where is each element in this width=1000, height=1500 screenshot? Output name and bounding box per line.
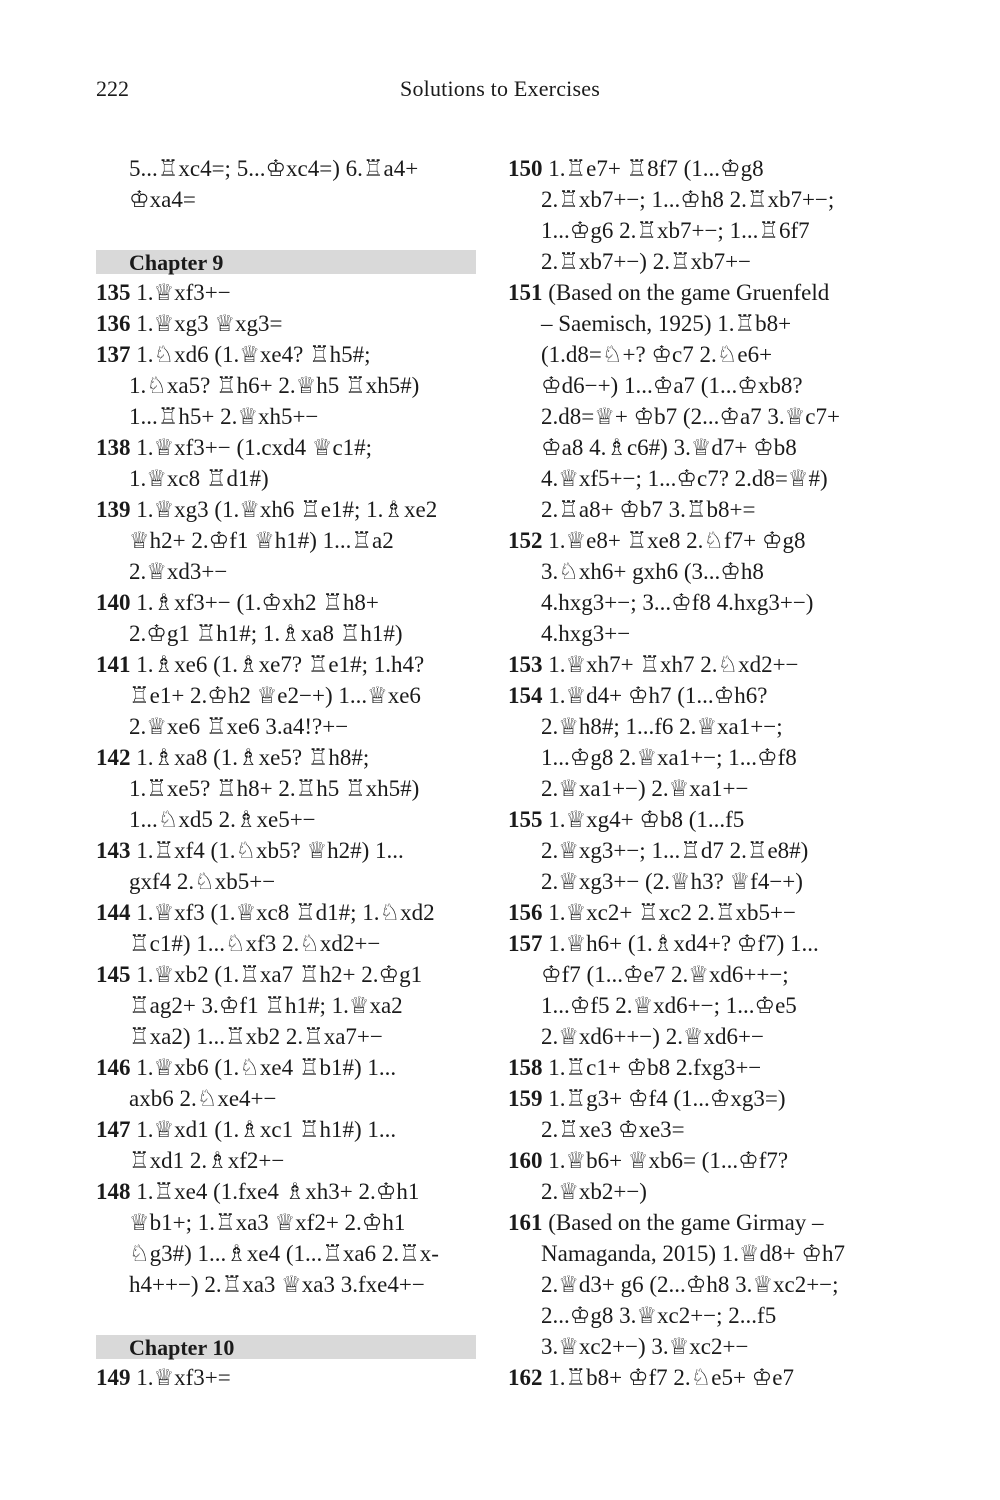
solution-text: ♔f7 (1...♔e7 2.♕xd6++−; <box>541 962 789 987</box>
solution-continuation <box>96 990 476 1021</box>
solution-text: 2.♕h8#; 1...f6 2.♕xa1+−; <box>541 714 783 739</box>
solution-continuation <box>96 463 476 494</box>
solution-text: ♘g3#) 1...♗xe4 (1...♖xa6 2.♖x- <box>129 1241 439 1266</box>
solution-entry <box>96 432 476 463</box>
solution-continuation <box>96 184 476 215</box>
exercise-number: 139 <box>96 497 131 522</box>
exercise-number: 160 <box>508 1148 543 1173</box>
page-number: 222 <box>96 76 129 101</box>
solution-text: 1...♔g6 2.♖xb7+−; 1...♖6f7 <box>541 218 810 243</box>
solution-entry <box>508 680 888 711</box>
solution-text: 2.♕d3+ g6 (2...♔h8 3.♕xc2+−; <box>541 1272 839 1297</box>
exercise-number: 149 <box>96 1365 131 1390</box>
solution-continuation <box>508 1269 888 1300</box>
solution-entry <box>508 153 888 184</box>
exercise-number: 136 <box>96 311 131 336</box>
solution-text: 2.♕xg3+−; 1...♖d7 2.♖e8#) <box>541 838 809 863</box>
solution-text: 1.♖xe5? ♖h8+ 2.♖h5 ♖xh5#) <box>129 776 420 801</box>
solution-entry <box>96 587 476 618</box>
solution-continuation <box>508 556 888 587</box>
solution-continuation <box>96 556 476 587</box>
solution-entry <box>508 1052 888 1083</box>
solution-entry <box>508 1145 888 1176</box>
solution-text: ♔xa4= <box>129 187 196 212</box>
solution-text: 2.♕xb2+−) <box>541 1179 647 1204</box>
solution-continuation <box>508 835 888 866</box>
solution-text: 1.♕b6+ ♕xb6= (1...♔f7? <box>542 1148 789 1173</box>
solution-continuation <box>96 525 476 556</box>
solution-text: ♖c1#) 1...♘xf3 2.♘xd2+− <box>129 931 381 956</box>
solution-text: 1.♖xe4 (1.fxe4 ♗xh3+ 2.♔h1 <box>130 1179 420 1204</box>
solution-continuation <box>96 618 476 649</box>
solution-text: 2.♖a8+ ♔b7 3.♖b8+= <box>541 497 756 522</box>
solution-continuation <box>508 866 888 897</box>
solution-text: 1.♕xc8 ♖d1#) <box>129 466 269 491</box>
exercise-number: 156 <box>508 900 543 925</box>
solution-continuation <box>508 215 888 246</box>
solution-continuation <box>96 370 476 401</box>
solution-text: ♖ag2+ 3.♔f1 ♖h1#; 1.♕xa2 <box>129 993 403 1018</box>
solution-text: 1.♕xc2+ ♖xc2 2.♖xb5+− <box>542 900 796 925</box>
exercise-number: 146 <box>96 1055 131 1080</box>
right-column <box>508 153 888 1393</box>
solution-text: (Based on the game Girmay – <box>542 1210 824 1235</box>
solution-entry <box>508 804 888 835</box>
solution-continuation <box>96 401 476 432</box>
solution-text: 1.♖b8+ ♔f7 2.♘e5+ ♔e7 <box>542 1365 794 1390</box>
solution-entry <box>96 494 476 525</box>
solution-entry <box>508 1207 888 1238</box>
solution-text: 1.♕xg3 (1.♕xh6 ♖e1#; 1.♗xe2 <box>130 497 438 522</box>
solution-entry <box>508 897 888 928</box>
solution-entry <box>96 1362 476 1393</box>
solution-entry <box>96 897 476 928</box>
exercise-number: 148 <box>96 1179 131 1204</box>
solution-continuation <box>508 990 888 1021</box>
solution-text: 3.♕xc2+−) 3.♕xc2+− <box>541 1334 749 1359</box>
solution-text: – Saemisch, 1925) 1.♖b8+ <box>541 311 792 336</box>
exercise-number: 141 <box>96 652 131 677</box>
solution-text: 1.♕h6+ (1.♗xd4+? ♔f7) 1... <box>542 931 819 956</box>
solution-text: 1.♕xf3+− (1.cxd4 ♕c1#; <box>130 435 373 460</box>
exercise-number: 154 <box>508 683 543 708</box>
solution-entry <box>508 649 888 680</box>
solution-continuation <box>96 1021 476 1052</box>
exercise-number: 145 <box>96 962 131 987</box>
solution-continuation <box>508 401 888 432</box>
solution-entry <box>96 649 476 680</box>
solution-continuation <box>508 1331 888 1362</box>
solution-continuation <box>96 773 476 804</box>
solution-text: 1.♕xb6 (1.♘xe4 ♖b1#) 1... <box>130 1055 397 1080</box>
solution-entry <box>96 339 476 370</box>
solution-text: (Based on the game Gruenfeld <box>542 280 830 305</box>
solution-entry <box>508 1362 888 1393</box>
solution-text: h4++−) 2.♖xa3 ♕xa3 3.fxe4+− <box>129 1272 425 1297</box>
solution-continuation <box>508 618 888 649</box>
solution-text: ♕b1+; 1.♖xa3 ♕xf2+ 2.♔h1 <box>129 1210 406 1235</box>
solution-entry <box>508 277 888 308</box>
solution-text: 1.♕xg3 ♕xg3= <box>130 311 283 336</box>
solution-continuation <box>96 1145 476 1176</box>
solution-text: 2.♖xb7+−; 1...♔h8 2.♖xb7+−; <box>541 187 835 212</box>
running-head: Solutions to Exercises <box>400 76 600 101</box>
section-spacer <box>96 215 476 246</box>
exercise-number: 153 <box>508 652 543 677</box>
solution-text: ♖xd1 2.♗xf2+− <box>129 1148 285 1173</box>
solution-text: ♖xa2) 1...♖xb2 2.♖xa7+− <box>129 1024 383 1049</box>
solution-continuation <box>96 153 476 184</box>
solution-continuation <box>508 1114 888 1145</box>
exercise-number: 152 <box>508 528 543 553</box>
exercise-number: 150 <box>508 156 543 181</box>
solution-continuation <box>508 463 888 494</box>
solution-text: 1.♕xd1 (1.♗xc1 ♖h1#) 1... <box>130 1117 397 1142</box>
exercise-number: 138 <box>96 435 131 460</box>
solution-text: 1...♖h5+ 2.♕xh5+− <box>129 404 319 429</box>
solution-entry <box>96 1176 476 1207</box>
solution-continuation <box>508 432 888 463</box>
solution-continuation <box>508 184 888 215</box>
solution-continuation <box>508 339 888 370</box>
solution-text: 1.♗xa8 (1.♗xe5? ♖h8#; <box>130 745 370 770</box>
exercise-number: 159 <box>508 1086 543 1111</box>
solution-text: 4.hxg3+−; 3...♔f8 4.hxg3+−) <box>541 590 814 615</box>
exercise-number: 155 <box>508 807 543 832</box>
solution-text: ♔a8 4.♗c6#) 3.♕d7+ ♔b8 <box>541 435 797 460</box>
solution-text: 4.hxg3+− <box>541 621 631 646</box>
solution-text: 1.♗xe6 (1.♗xe7? ♖e1#; 1.h4? <box>130 652 425 677</box>
exercise-number: 135 <box>96 280 131 305</box>
solution-continuation <box>508 711 888 742</box>
exercise-number: 143 <box>96 838 131 863</box>
solution-text: 1.♕xg4+ ♔b8 (1...f5 <box>542 807 745 832</box>
solution-text: 5...♖xc4=; 5...♔xc4=) 6.♖a4+ <box>129 156 419 181</box>
solution-continuation <box>96 1269 476 1300</box>
chapter-heading: Chapter 10 <box>96 1335 476 1359</box>
solution-text: 1.♖xf4 (1.♘xb5? ♕h2#) 1... <box>130 838 404 863</box>
exercise-number: 157 <box>508 931 543 956</box>
solution-entry <box>96 835 476 866</box>
solution-continuation <box>96 1238 476 1269</box>
exercise-number: 147 <box>96 1117 131 1142</box>
solution-continuation <box>96 680 476 711</box>
solution-text: 2.♕xd3+− <box>129 559 228 584</box>
solution-entry <box>96 742 476 773</box>
exercise-number: 162 <box>508 1365 543 1390</box>
solution-text: gxf4 2.♘xb5+− <box>129 869 276 894</box>
solution-text: 1.♕xf3+− <box>130 280 231 305</box>
exercise-number: 137 <box>96 342 131 367</box>
solution-text: 1.♖c1+ ♔b8 2.fxg3+− <box>542 1055 762 1080</box>
exercise-number: 151 <box>508 280 543 305</box>
solution-text: ♔d6−+) 1...♔a7 (1...♔xb8? <box>541 373 803 398</box>
solution-text: 2.d8=♕+ ♔b7 (2...♔a7 3.♕c7+ <box>541 404 840 429</box>
solution-continuation <box>508 1300 888 1331</box>
solution-continuation <box>96 804 476 835</box>
solution-text: 2.♕xg3+− (2.♕h3? ♕f4−+) <box>541 869 803 894</box>
solution-continuation <box>96 866 476 897</box>
solution-continuation <box>508 742 888 773</box>
solution-entry <box>96 1052 476 1083</box>
exercise-number: 140 <box>96 590 131 615</box>
solution-text: 1.♖e7+ ♖8f7 (1...♔g8 <box>542 156 764 181</box>
solution-continuation <box>508 308 888 339</box>
solution-continuation <box>508 773 888 804</box>
solution-text: 2.♕xa1+−) 2.♕xa1+− <box>541 776 749 801</box>
solution-text: 3.♘xh6+ gxh6 (3...♔h8 <box>541 559 764 584</box>
solution-text: 1.♘xd6 (1.♕xe4? ♖h5#; <box>130 342 371 367</box>
solution-continuation <box>508 587 888 618</box>
solution-text: 1...♔g8 2.♕xa1+−; 1...♔f8 <box>541 745 797 770</box>
solution-entry <box>96 959 476 990</box>
exercise-number: 161 <box>508 1210 543 1235</box>
solution-text: 2.♔g1 ♖h1#; 1.♗xa8 ♖h1#) <box>129 621 403 646</box>
chapter-heading: Chapter 9 <box>96 250 476 274</box>
solution-text: 1.♕xf3 (1.♕xc8 ♖d1#; 1.♘xd2 <box>130 900 435 925</box>
solution-continuation <box>96 1207 476 1238</box>
solution-continuation <box>508 1176 888 1207</box>
solution-text: 1.♖g3+ ♔f4 (1...♔xg3=) <box>542 1086 786 1111</box>
solution-continuation <box>96 1083 476 1114</box>
section-spacer <box>96 1300 476 1331</box>
solution-text: Namaganda, 2015) 1.♕d8+ ♔h7 <box>541 1241 845 1266</box>
solution-text: 2.♕xe6 ♖xe6 3.a4!?+− <box>129 714 349 739</box>
solution-entry <box>96 1114 476 1145</box>
left-column <box>96 153 476 1393</box>
solution-continuation <box>508 1238 888 1269</box>
solution-entry <box>96 277 476 308</box>
solution-text: axb6 2.♘xe4+− <box>129 1086 277 1111</box>
solution-text: 1.♕d4+ ♔h7 (1...♔h6? <box>542 683 768 708</box>
solution-text: 1.♕xb2 (1.♖xa7 ♖h2+ 2.♔g1 <box>130 962 423 987</box>
solution-continuation <box>508 959 888 990</box>
solution-continuation <box>508 370 888 401</box>
solution-text: ♖e1+ 2.♔h2 ♕e2−+) 1...♕xe6 <box>129 683 421 708</box>
solution-text: ♕h2+ 2.♔f1 ♕h1#) 1...♖a2 <box>129 528 394 553</box>
exercise-number: 144 <box>96 900 131 925</box>
solution-continuation <box>96 711 476 742</box>
solution-text: 1.♕xf3+= <box>130 1365 231 1390</box>
solution-text: 1.♕xh7+ ♖xh7 2.♘xd2+− <box>542 652 799 677</box>
solution-text: 1.♕e8+ ♖xe8 2.♘f7+ ♔g8 <box>542 528 806 553</box>
solution-entry <box>508 928 888 959</box>
solution-continuation <box>96 928 476 959</box>
solution-text: 4.♕xf5+−; 1...♔c7? 2.d8=♕#) <box>541 466 828 491</box>
solution-text: 1.♗xf3+− (1.♔xh2 ♖h8+ <box>130 590 379 615</box>
solution-text: 2.♖xe3 ♔xe3= <box>541 1117 685 1142</box>
solution-continuation <box>508 1021 888 1052</box>
solution-text: 1...♔f5 2.♕xd6+−; 1...♔e5 <box>541 993 797 1018</box>
solution-entry <box>508 525 888 556</box>
solution-text: 2.♕xd6++−) 2.♕xd6+− <box>541 1024 765 1049</box>
solution-continuation <box>508 494 888 525</box>
solution-text: 2...♔g8 3.♕xc2+−; 2...f5 <box>541 1303 777 1328</box>
solution-entry <box>508 1083 888 1114</box>
solution-text: (1.d8=♘+? ♔c7 2.♘e6+ <box>541 342 773 367</box>
solution-text: 1.♘xa5? ♖h6+ 2.♕h5 ♖xh5#) <box>129 373 420 398</box>
solution-text: 2.♖xb7+−) 2.♖xb7+− <box>541 249 752 274</box>
solution-entry <box>96 308 476 339</box>
solution-continuation <box>508 246 888 277</box>
solution-text: 1...♘xd5 2.♗xe5+− <box>129 807 316 832</box>
exercise-number: 142 <box>96 745 131 770</box>
exercise-number: 158 <box>508 1055 543 1080</box>
